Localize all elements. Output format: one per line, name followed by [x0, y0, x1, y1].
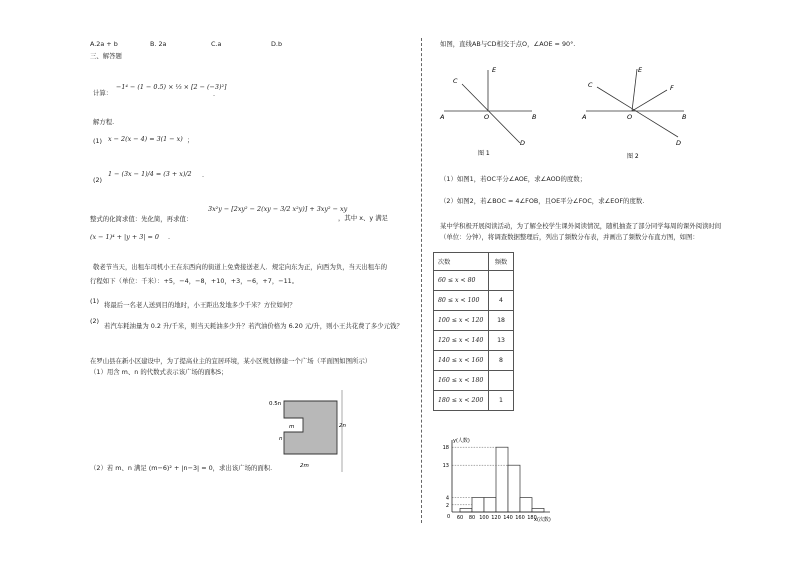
simplify-expression: 3x²y − [2xy² − 2(xy − 3/2 x²y)] + 3xy² − xy: [208, 205, 348, 213]
taxi-part1-number: (1): [90, 297, 100, 305]
table-row: [434, 271, 514, 291]
x-tick-label: 120: [491, 515, 501, 521]
point-o: O: [627, 113, 633, 121]
table-row: [434, 351, 514, 371]
taxi-line1: 敬老节当天，出租车司机小王在东西向的街道上免费接送老人．规定向东为正，向西为负，当天出租车的: [93, 263, 387, 271]
point-d: D: [676, 139, 682, 147]
table-row: [434, 371, 514, 391]
taxi-part2-number: (2): [90, 317, 100, 325]
square-part1: （1）用含 m、n 的代数式表示该广场的面积S；: [90, 368, 228, 376]
plaza-label-top-left: 0.5n: [269, 401, 282, 407]
table-row: [434, 291, 514, 311]
option-c: C.a: [211, 40, 222, 48]
x-tick-label: 180: [527, 515, 537, 521]
x-tick-label: 80: [468, 515, 476, 521]
solve-title: 解方程.: [93, 118, 115, 126]
angle-figure-2: [582, 62, 692, 162]
figure-2-caption: 图 2: [627, 153, 639, 160]
interval-cell: 160 ≤ x < 180: [434, 371, 489, 391]
table-row: [434, 331, 514, 351]
angles-part2: （2）如图2，若∠BOC = 4∠FOB，且OE平分∠FOC，求∠EOF的度数.: [440, 197, 645, 205]
interval-cell: 140 ≤ x < 160: [434, 351, 489, 371]
point-d: D: [520, 139, 526, 147]
point-b: B: [532, 113, 537, 121]
simplify-where: ，其中 x、y 满足: [338, 214, 388, 222]
x-axis-label: x(次数): [534, 517, 551, 523]
x-tick-label: 100: [479, 515, 489, 521]
ray-of: [632, 90, 667, 111]
plaza-label-m: m: [289, 424, 295, 430]
plaza-label-bottom: 2m: [300, 463, 309, 469]
option-b: B. 2a: [150, 40, 167, 48]
x-tick-label: 60: [456, 515, 464, 521]
point-o: O: [484, 113, 490, 121]
point-a: A: [440, 113, 445, 121]
section-heading: 三、解答题: [90, 52, 122, 60]
table-header-frequency: 频数: [489, 253, 514, 271]
taxi-part1: 将最后一名老人送到目的地时，小王距出发地多少千米？方位如何？: [104, 301, 296, 309]
plaza-label-right: 2n: [339, 423, 346, 429]
simplify-condition: (x − 1)⁴ + |y + 3| = 0: [90, 233, 159, 241]
angles-part1: （1）如图1，若OC平分∠AOE，求∠AOD的度数；: [440, 175, 587, 183]
column-divider: [421, 38, 422, 523]
y-tick-label: 18: [442, 445, 449, 452]
interval-cell: 100 ≤ x < 120: [434, 311, 489, 331]
taxi-line2: 行程如下（单位：千米）：+5，−4，−8，+10，+3，−6，+7，−11。: [90, 277, 299, 285]
frequency-cell: 18: [489, 311, 514, 331]
interval-cell: 180 ≤ x < 200: [434, 391, 489, 411]
frequency-cell: [489, 271, 514, 291]
survey-line1: 某中学积极开展阅读活动，为了解全校学生课外阅读情况，随机抽查了部分同学每周的课外阅读时间: [440, 222, 722, 230]
histogram-bar: [460, 508, 472, 512]
square-line1: 在罗山县在新小区建设中，为了提高业主的宜居环境，某小区规划修建一个广场（平面图如图所示）: [90, 357, 372, 365]
solve-eq2-number: (2): [93, 176, 103, 184]
table-row: [434, 311, 514, 331]
solve-eq1-tail: ；: [187, 136, 194, 144]
angles-intro: 如图，直线AB与CD相交于点O，∠AOE = 90°.: [440, 40, 576, 48]
x-tick-label: 160: [515, 515, 525, 521]
table-row: [434, 391, 514, 411]
simplify-lead: 整式的化简求值：先化简，再求值：: [90, 215, 193, 223]
solve-eq2: 1 − (3x − 1)/4 = (3 + x)/2: [108, 170, 192, 178]
y-tick-label: 2: [445, 502, 449, 509]
square-figure: [262, 390, 352, 474]
line-cd: [597, 87, 678, 137]
point-b: B: [682, 113, 687, 121]
interval-cell: 60 ≤ x < 80: [434, 271, 489, 291]
histogram-bar: [496, 447, 508, 512]
compute-tail: .: [213, 90, 216, 98]
option-a: A.2a + b: [90, 40, 118, 48]
solve-eq1: x − 2(x − 4) = 3(1 − x): [108, 135, 183, 143]
compute-label: 计算：: [93, 89, 113, 97]
solve-eq1-number: (1): [93, 137, 103, 145]
histogram-bar: [532, 508, 544, 512]
table-header-row: [434, 253, 514, 271]
point-c: C: [588, 81, 593, 89]
y-tick-label: 13: [442, 463, 449, 470]
line-cd: [462, 84, 520, 143]
histogram-bar: [472, 498, 484, 512]
y-axis-label: y(人数): [453, 438, 470, 444]
y-tick-label: 4: [445, 495, 449, 502]
point-e: E: [638, 66, 643, 74]
point-c: C: [453, 77, 458, 85]
point-a: A: [582, 113, 587, 121]
compute-expression: −1⁴ − (1 − 0.5) × ⅓ × [2 − (−3)²]: [116, 83, 227, 91]
interval-cell: 120 ≤ x < 140: [434, 331, 489, 351]
histogram-chart: [430, 432, 610, 524]
point-f: F: [670, 84, 674, 92]
interval-cell: 80 ≤ x < 100: [434, 291, 489, 311]
frequency-cell: 4: [489, 291, 514, 311]
table-header-interval: 次数: [434, 253, 489, 271]
frequency-cell: 13: [489, 331, 514, 351]
histogram-bar: [508, 465, 520, 512]
frequency-table: [433, 252, 514, 411]
frequency-cell: 8: [489, 351, 514, 371]
histogram-bar: [520, 498, 532, 512]
frequency-cell: [489, 371, 514, 391]
x-tick-label: 140: [503, 515, 513, 521]
plaza-label-n: n: [279, 436, 283, 442]
figure-1-caption: 图 1: [478, 150, 490, 157]
simplify-condition-tail: .: [168, 233, 171, 241]
survey-line2: （单位：分钟），将调查数据整理后，列出了频数分布表，并画出了频数分布直方图，如图：: [440, 233, 699, 241]
taxi-part2: 若汽车耗油量为 0.2 升/千米，则当天耗油多少升？若汽油价格为 6.20 元/升，则小王共花费了多少元钱？: [104, 322, 403, 330]
frequency-cell: 1: [489, 391, 514, 411]
angle-figure-1: [440, 62, 540, 162]
point-e: E: [492, 66, 497, 74]
origin-label: 0: [447, 514, 451, 520]
ray-oe: [632, 69, 637, 111]
solve-eq2-tail: .: [202, 171, 205, 179]
square-part2: （2）若 m、n 满足 (m−6)² + |n−3| = 0，求出该广场的面积.: [90, 464, 273, 472]
option-d: D.b: [271, 40, 283, 48]
histogram-bar: [484, 498, 496, 512]
